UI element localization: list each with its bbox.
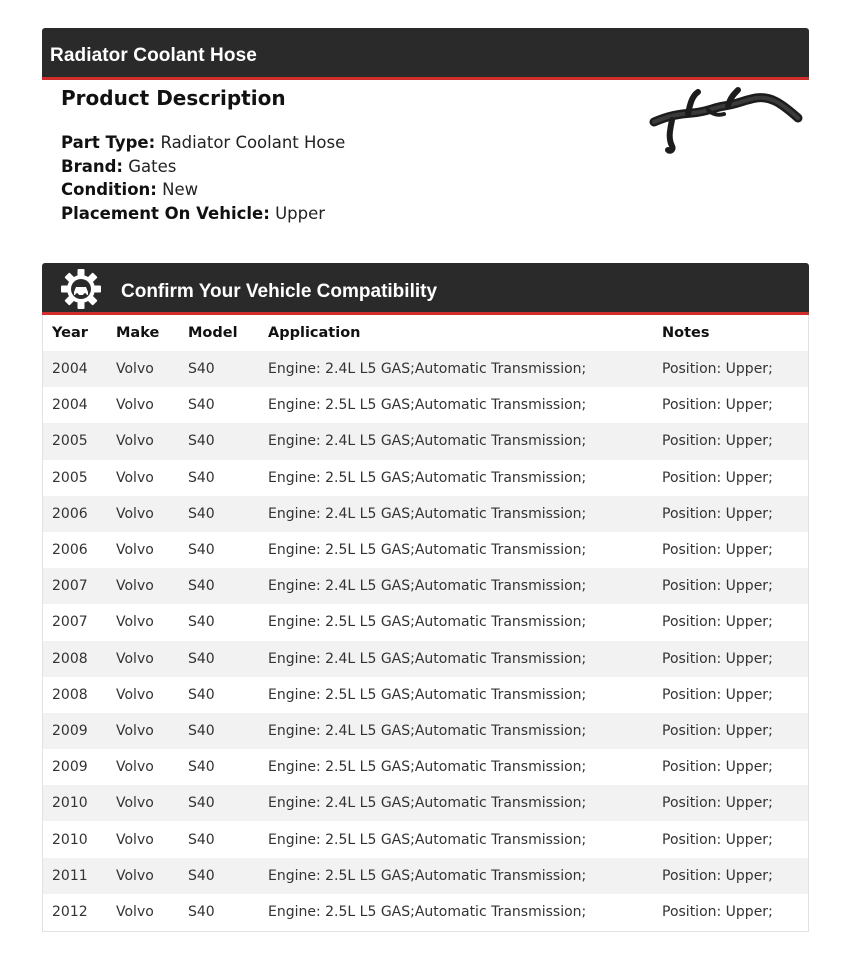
cell-model: S40 [188, 686, 215, 703]
cell-year: 2005 [43, 423, 107, 459]
cell-notes: Position: Upper; [662, 469, 773, 486]
cell-notes: Position: Upper; [653, 713, 808, 749]
cell-model: S40 [188, 542, 215, 559]
cell-year: 2007 [43, 568, 107, 604]
cell-year: 2006 [52, 542, 88, 559]
cell-model: S40 [179, 568, 259, 604]
cell-make: Volvo [116, 686, 154, 703]
cell-model: S40 [179, 641, 259, 677]
table-row [43, 894, 808, 930]
table-row [43, 387, 808, 423]
cell-application: Engine: 2.4L L5 GAS;Automatic Transmission; [259, 713, 653, 749]
cell-model: S40 [179, 858, 259, 894]
table-header-row [43, 315, 808, 351]
table-row [43, 713, 808, 749]
cell-model: S40 [188, 397, 215, 414]
cell-year: 2011 [43, 858, 107, 894]
column-header-make: Make [116, 325, 160, 341]
part-type-row [61, 131, 621, 155]
column-header-model: Model [188, 325, 238, 341]
table-row [43, 460, 808, 496]
cell-notes: Position: Upper; [653, 568, 808, 604]
cell-notes: Position: Upper; [662, 686, 773, 703]
field-label: Condition: [61, 180, 157, 199]
field-label: Brand: [61, 156, 124, 176]
table-row [43, 677, 808, 713]
cell-application: Engine: 2.5L L5 GAS;Automatic Transmission; [268, 397, 587, 414]
cell-model: S40 [179, 713, 259, 749]
column-header-year: Year [52, 325, 88, 341]
compatibility-table [43, 315, 808, 930]
column-header-application: Application [268, 325, 361, 341]
column-header-notes: Notes [662, 325, 710, 341]
cell-model: S40 [188, 831, 215, 848]
cell-application: Engine: 2.5L L5 GAS;Automatic Transmission; [268, 469, 587, 486]
cell-application: Engine: 2.5L L5 GAS;Automatic Transmission; [259, 858, 653, 894]
table-row [43, 351, 808, 387]
product-title: Radiator Coolant Hose [50, 45, 257, 66]
table-row [43, 423, 808, 459]
cell-application: Engine: 2.4L L5 GAS;Automatic Transmission; [259, 423, 653, 459]
field-value: Upper [275, 203, 326, 223]
compatibility-title: Confirm Your Vehicle Compatibility [121, 281, 438, 302]
cell-make: Volvo [116, 542, 154, 559]
table-row [43, 532, 808, 568]
cell-make: Volvo [107, 423, 179, 459]
cell-make: Volvo [116, 469, 154, 486]
cell-notes: Position: Upper; [653, 351, 808, 387]
cell-year: 2006 [43, 496, 107, 532]
table-row [43, 604, 808, 640]
cell-make: Volvo [107, 641, 179, 677]
product-title-bar [42, 28, 809, 80]
cell-notes: Position: Upper; [653, 423, 808, 459]
field-value: Radiator Coolant Hose [160, 133, 346, 152]
cell-application: Engine: 2.4L L5 GAS;Automatic Transmission; [259, 351, 653, 387]
cell-make: Volvo [107, 351, 179, 387]
compatibility-table-container [42, 315, 809, 932]
placement-row [61, 202, 621, 226]
condition-row [61, 178, 621, 202]
cell-make: Volvo [116, 614, 154, 631]
cell-model: S40 [188, 469, 215, 486]
cell-application: Engine: 2.5L L5 GAS;Automatic Transmission; [268, 831, 587, 848]
description-heading: Product Description [61, 86, 286, 110]
table-row [43, 641, 808, 677]
cell-year: 2010 [43, 785, 107, 821]
cell-model: S40 [188, 759, 215, 776]
cell-make: Volvo [107, 568, 179, 604]
cell-notes: Position: Upper; [662, 542, 773, 559]
cell-application: Engine: 2.5L L5 GAS;Automatic Transmission; [268, 759, 587, 776]
cell-year: 2010 [52, 831, 88, 848]
cell-notes: Position: Upper; [662, 759, 773, 776]
cell-year: 2005 [52, 469, 88, 486]
table-row [43, 785, 808, 821]
cell-application: Engine: 2.4L L5 GAS;Automatic Transmission; [259, 568, 653, 604]
product-description [61, 86, 621, 225]
field-label: Part Type: [61, 133, 156, 152]
field-value: Gates [128, 156, 177, 176]
cell-model: S40 [188, 903, 215, 920]
cell-application: Engine: 2.5L L5 GAS;Automatic Transmission; [268, 614, 587, 631]
cell-year: 2007 [52, 614, 88, 631]
cell-make: Volvo [107, 858, 179, 894]
cell-make: Volvo [107, 713, 179, 749]
cell-notes: Position: Upper; [653, 785, 808, 821]
cell-notes: Position: Upper; [653, 858, 808, 894]
cell-make: Volvo [116, 759, 154, 776]
table-row [43, 749, 808, 785]
brand-row [61, 155, 621, 179]
gear-car-icon [60, 268, 102, 310]
table-row [43, 496, 808, 532]
cell-model: S40 [179, 785, 259, 821]
cell-make: Volvo [116, 903, 154, 920]
cell-notes: Position: Upper; [653, 641, 808, 677]
cell-application: Engine: 2.4L L5 GAS;Automatic Transmission; [259, 496, 653, 532]
table-row [43, 821, 808, 857]
table-row [43, 858, 808, 894]
cell-model: S40 [188, 614, 215, 631]
cell-make: Volvo [116, 831, 154, 848]
cell-year: 2012 [52, 903, 88, 920]
cell-application: Engine: 2.5L L5 GAS;Automatic Transmission; [268, 542, 587, 559]
compatibility-bar [42, 263, 809, 315]
cell-application: Engine: 2.4L L5 GAS;Automatic Transmission; [259, 641, 653, 677]
cell-year: 2004 [43, 351, 107, 387]
cell-year: 2009 [52, 759, 88, 776]
cell-make: Volvo [107, 496, 179, 532]
cell-model: S40 [179, 351, 259, 387]
cell-notes: Position: Upper; [662, 831, 773, 848]
table-row [43, 568, 808, 604]
cell-application: Engine: 2.5L L5 GAS;Automatic Transmission; [268, 903, 587, 920]
cell-make: Volvo [107, 785, 179, 821]
cell-year: 2008 [52, 686, 88, 703]
cell-notes: Position: Upper; [653, 496, 808, 532]
cell-model: S40 [179, 496, 259, 532]
cell-application: Engine: 2.4L L5 GAS;Automatic Transmission; [259, 785, 653, 821]
cell-notes: Position: Upper; [662, 903, 773, 920]
field-value: New [162, 180, 199, 199]
field-label: Placement On Vehicle: [61, 203, 270, 223]
radiator-hose-image [648, 86, 804, 158]
cell-model: S40 [179, 423, 259, 459]
cell-application: Engine: 2.5L L5 GAS;Automatic Transmission; [268, 686, 587, 703]
cell-make: Volvo [116, 397, 154, 414]
cell-year: 2004 [52, 397, 88, 414]
cell-year: 2008 [43, 641, 107, 677]
cell-notes: Position: Upper; [662, 614, 773, 631]
cell-notes: Position: Upper; [662, 397, 773, 414]
cell-year: 2009 [43, 713, 107, 749]
